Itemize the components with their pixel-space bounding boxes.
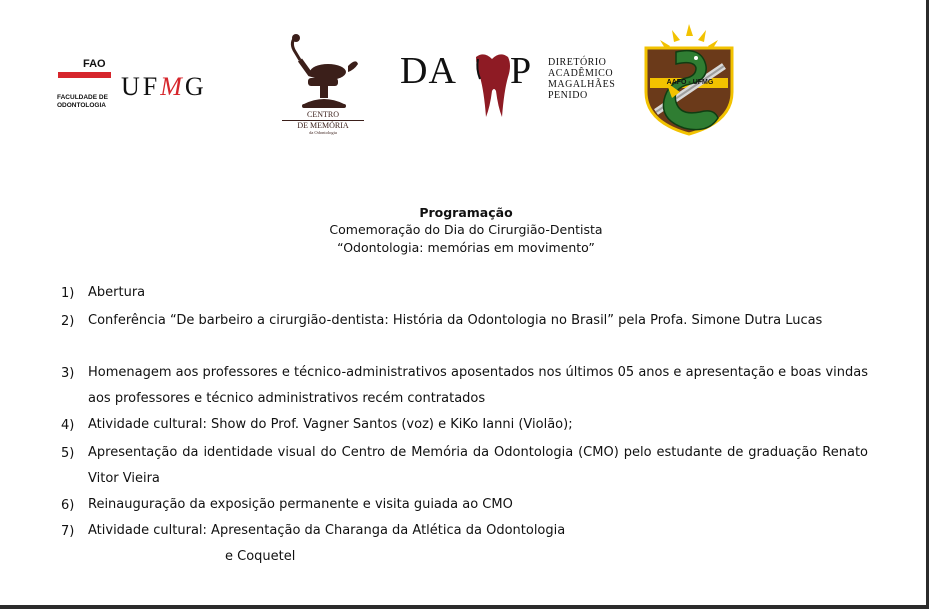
- damp-line2: ACADÊMICO: [548, 68, 614, 79]
- damp-letters-left: DA: [400, 50, 457, 92]
- list-item-number: 2): [61, 314, 75, 329]
- aafo-label: AAFO - UFMG: [666, 79, 714, 86]
- list-item-text: Reinauguração da exposição permanente e visita guiada ao CMO: [88, 497, 513, 512]
- list-item-text: Homenagem aos professores e técnico-administrativos aposentados nos últimos 05 anos e apresentação e boas vindas aos professores e técnico administrativos recém contratados: [88, 365, 868, 406]
- list-item-text: Atividade cultural: Show do Prof. Vagner Santos (voz) e KiKo Ianni (Violão);: [88, 417, 573, 432]
- list-item-text: Conferência “De barbeiro a cirurgião-dentista: História da Odontologia no Brasil” pela Profa. Simone Dutra Lucas: [88, 313, 823, 328]
- damp-line1: DIRETÓRIO: [548, 57, 607, 68]
- program-title: Programação: [419, 205, 513, 220]
- list-item-number: 6): [61, 498, 75, 513]
- centro-memoria-line1: CENTRO: [307, 110, 339, 119]
- list-item-number: 5): [61, 446, 75, 461]
- ufmg-wordmark-text: UFMG: [121, 72, 207, 101]
- damp-line4: PENIDO: [548, 90, 588, 101]
- fao-abbr: FAO: [83, 58, 106, 70]
- list-item-text: Atividade cultural: Apresentação da Charanga da Atlética da Odontologia: [88, 523, 566, 538]
- fao-subtitle-line1: FACULDADE DE: [57, 94, 108, 101]
- program-subtitle: Comemoração do Dia do Cirurgião-Dentista: [329, 222, 603, 237]
- closing-line: e Coquetel: [225, 549, 296, 564]
- list-item-number: 4): [61, 418, 75, 433]
- damp-letters-right: P: [510, 50, 532, 92]
- centro-memoria-line2: DE MEMÓRIA: [282, 120, 364, 130]
- damp-line3: MAGALHÃES: [548, 79, 616, 90]
- list-item-number: 1): [61, 286, 75, 301]
- centro-memoria-line3: da Odontologia: [309, 130, 337, 135]
- program-theme: “Odontologia: memórias em movimento”: [337, 240, 595, 255]
- list-item-text: Abertura: [88, 285, 146, 300]
- fao-subtitle-line2: ODONTOLOGIA: [57, 102, 106, 109]
- list-item-number: 7): [61, 524, 75, 539]
- list-item-text: Apresentação da identidade visual do Centro de Memória da Odontologia (CMO) pelo estudante de graduação Renato Vitor Vieira: [88, 445, 868, 486]
- list-item-number: 3): [61, 366, 75, 381]
